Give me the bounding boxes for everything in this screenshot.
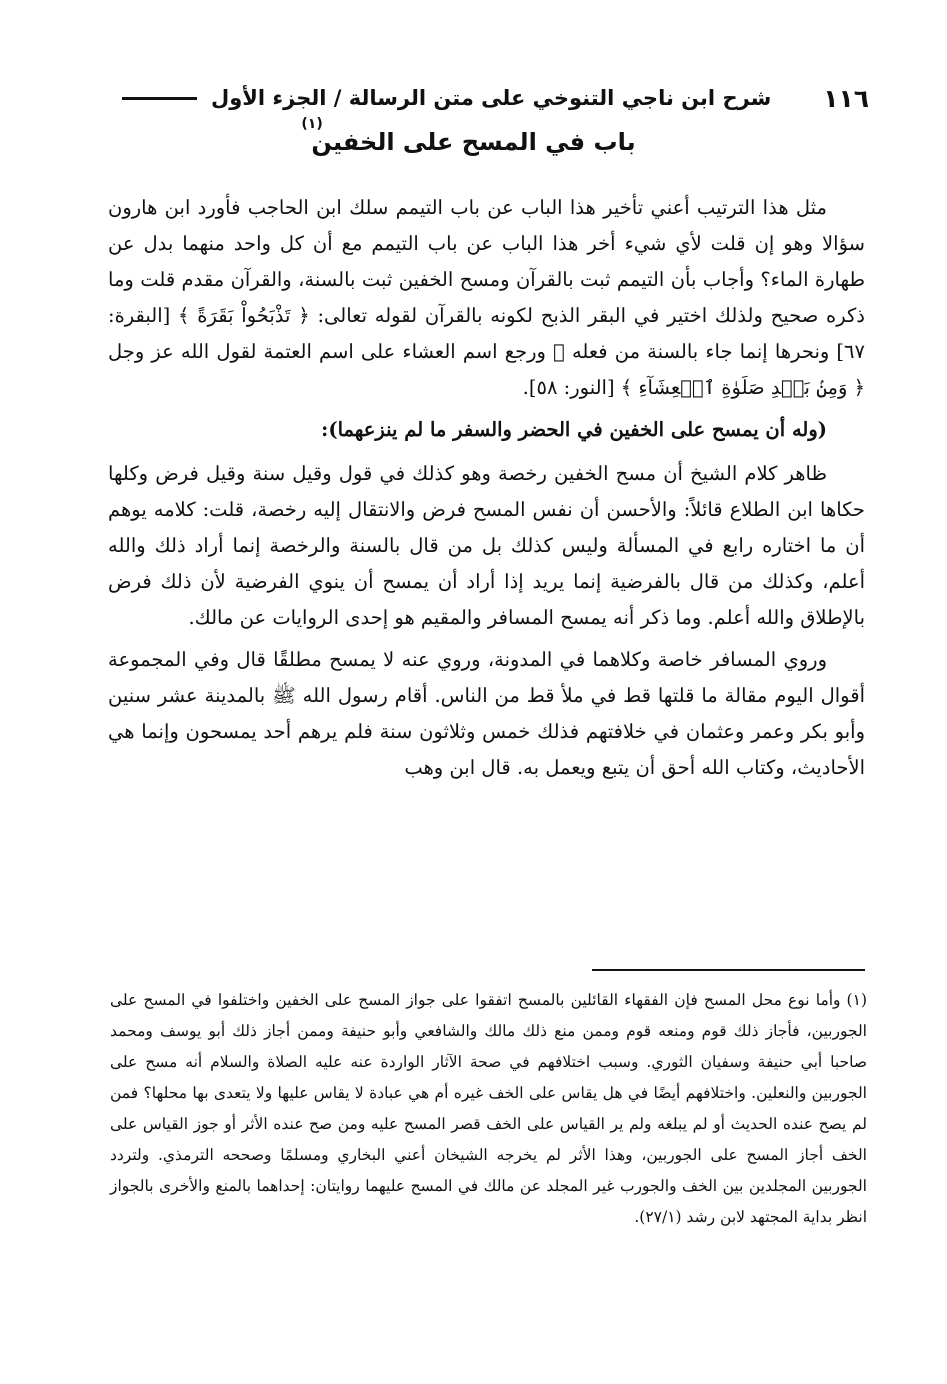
chapter-heading <box>0 116 947 156</box>
chapter-footnote-ref: (١) <box>301 116 323 132</box>
paragraph-1: مثل هذا الترتيب أعني تأخير هذا الباب عن باب التيمم سلك ابن الحاجب فأورد ابن هارون سؤالا وهو إن قلت لأي شيء أخر هذا الباب عن باب التيمم مع أن كل واحد منهما بدل عن طهارة الماء؟ وأجاب بأن التيمم ثبت بالقرآن ومسح الخفين ثبت بالسنة، والقرآن مقدم قلت وما ذكره صحيح ولذلك اختير في البقر الذبح لكونه بالقرآن لقوله تعالى: ﴿ تَذْبَحُواْ بَقَرَةً ﴾ [البقرة: ٦٧] ونحرها إنما جاء بالسنة من فعله ﷺ ورجع اسم العشاء على اسم العتمة لقول الله عز وجل ﴿ وَمِنۢ بَعۡدِ صَلَوٰةِ ٱلۡعِشَآءِ ﴾ [النور: ٥٨]. <box>108 196 865 399</box>
footnote-separator <box>592 969 865 971</box>
header-title-group <box>108 86 771 110</box>
page-number: ١١٦ <box>823 83 869 113</box>
header-rule <box>122 97 197 100</box>
paragraph-2: ظاهر كلام الشيخ أن مسح الخفين رخصة وهو كذلك في قول وقيل سنة وقيل فرض وكلها حكاها ابن الطلاع قائلاً: والأحسن أن نفس المسح فرض والانتقال إليه رخصة، قلت: كلامه يوهم أن ما اختاره رابع في المسألة وليس كذلك بل من قال بالسنة والرخصة إنما أراد ذلك والله أعلم، وكذلك من قال بالفرضية إنما يريد إذا أراد أن يمسح أن ينوي الفرضية لأن ذلك فرض بالإطلاق والله أعلم. وما ذكر أنه يمسح المسافر والمقيم هو إحدى الروايات عن مالك. <box>108 462 865 629</box>
page-header <box>108 78 869 118</box>
main-text <box>108 190 865 792</box>
running-title: شرح ابن ناجي التنوخي على متن الرسالة / الجزء الأول <box>211 86 772 110</box>
chapter-title-text: باب في المسح على الخفين <box>311 128 636 156</box>
matn-quote: (وله أن يمسح على الخفين في الحضر والسفر ما لم ينزعهما): <box>321 418 827 441</box>
footnotes <box>110 985 867 1233</box>
footnote-1 <box>110 985 867 1233</box>
chapter-title <box>301 116 636 156</box>
paragraph-3: وروي المسافر خاصة وكلاهما في المدونة، وروي عنه لا يمسح مطلقًا قال وفي المجموعة أقوال اليوم مقالة ما قلتها قط في ملأ قط من الناس. أقام رسول الله ﷺ بالمدينة عشر سنين وأبو بكر وعمر وعثمان في خلافتهم فذلك خمس وثلاثون سنة فلم يرهم أحد يمسحون وإنما هي الأحاديث، وكتاب الله أحق أن يتبع ويعمل به. قال ابن وهب <box>108 648 865 779</box>
footnote-1-marker: (١) <box>846 991 867 1009</box>
footnote-1-text: وأما نوع محل المسح فإن الفقهاء القائلين بالمسح اتفقوا على جواز المسح على الخفين واختلفوا في المسح على الجوربين، فأجاز ذلك قوم ومنعه قوم وممن منع ذلك مالك والشافعي وأبو حنيفة وممن أجاز ذلك أبو يوسف ومحمد صاحبا أبي حنيفة وسفيان الثوري. وسبب اختلافهم في صحة الآثار الواردة عنه عليه الصلاة والسلام أنه مسح على الجوربين والنعلين. واختلافهم أيضًا في هل يقاس على الخف غيره أم هي عبادة لا يقاس عليها ولا يتعدى بها محلها؟ فمن لم يصح عنده الحديث أو لم يبلغه ولم ير القياس على الخف قصر المسح عليه ومن صح عنده الأثر أو جوز القياس على الخف أجاز المسح على الجوربين، وهذا الأثر لم يخرجه الشيخان أعني البخاري ومسلمًا وصححه الترمذي. ولتردد الجوربين المجلدين بين الخف والجورب غير المجلد عن مالك في المسح عليهما روايتان: إحداهما بالمنع والأخرى بالجواز انظر بداية المجتهد لابن رشد (٢٧/١). <box>110 991 867 1226</box>
